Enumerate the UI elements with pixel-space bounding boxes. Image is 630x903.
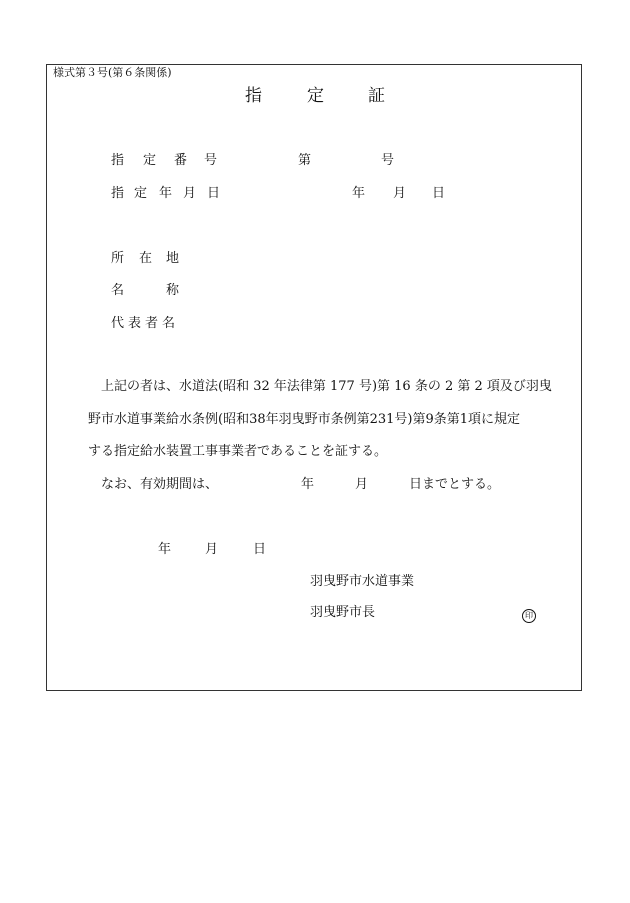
designation-date-month: 月 xyxy=(393,186,407,201)
designation-number-label-char: 番 xyxy=(174,153,188,168)
designation-date-year: 年 xyxy=(352,186,366,201)
issue-date-day: 日 xyxy=(253,542,267,557)
name-label-char: 名 xyxy=(111,283,125,298)
body-line-1: 上記の者は、水道法(昭和 32 年法律第 177 号)第 16 条の 2 第 2 項及び羽曳 xyxy=(101,379,552,394)
seal-mark: 印 xyxy=(522,609,536,623)
seal-icon xyxy=(522,605,536,623)
designation-number-label-char: 号 xyxy=(204,153,218,168)
issue-date-month: 月 xyxy=(205,542,219,557)
designation-date-label-char: 日 xyxy=(207,186,221,201)
location-label-char: 在 xyxy=(139,251,153,266)
issuer-organization: 羽曳野市水道事業 xyxy=(310,574,415,589)
issue-date-year: 年 xyxy=(158,542,172,557)
title-char-1: 指 xyxy=(245,86,262,106)
title-char-2: 定 xyxy=(307,86,324,106)
validity-month: 月 xyxy=(355,477,369,492)
designation-number-dai: 第 xyxy=(298,153,312,168)
designation-date-label-char: 指 xyxy=(111,186,125,201)
certificate-frame xyxy=(46,64,582,691)
form-number-label: 様式第３号(第６条関係) xyxy=(53,66,172,79)
issuer-mayor: 羽曳野市長 xyxy=(310,605,376,620)
designation-date-label-char: 年 xyxy=(159,186,173,201)
designation-date-day: 日 xyxy=(432,186,446,201)
designation-date-label-char: 月 xyxy=(183,186,197,201)
designation-number-go: 号 xyxy=(381,153,395,168)
body-line-3: する指定給水装置工事事業者であることを証する。 xyxy=(88,444,388,459)
location-label-char: 所 xyxy=(111,251,125,266)
validity-suffix: 日までとする。 xyxy=(409,477,501,492)
designation-number-label-char: 指 xyxy=(111,153,125,168)
location-label-char: 地 xyxy=(166,251,180,266)
body-line-2: 野市水道事業給水条例(昭和38年羽曳野市条例第231号)第9条第1項に規定 xyxy=(88,412,521,427)
designation-number-label-char: 定 xyxy=(143,153,157,168)
name-label-char: 称 xyxy=(166,283,180,298)
validity-year: 年 xyxy=(301,477,315,492)
title-char-3: 証 xyxy=(368,86,385,106)
validity-prefix: なお、有効期間は、 xyxy=(101,477,219,492)
designation-date-label-char: 定 xyxy=(134,186,148,201)
representative-label: 代表者名 xyxy=(111,316,180,331)
